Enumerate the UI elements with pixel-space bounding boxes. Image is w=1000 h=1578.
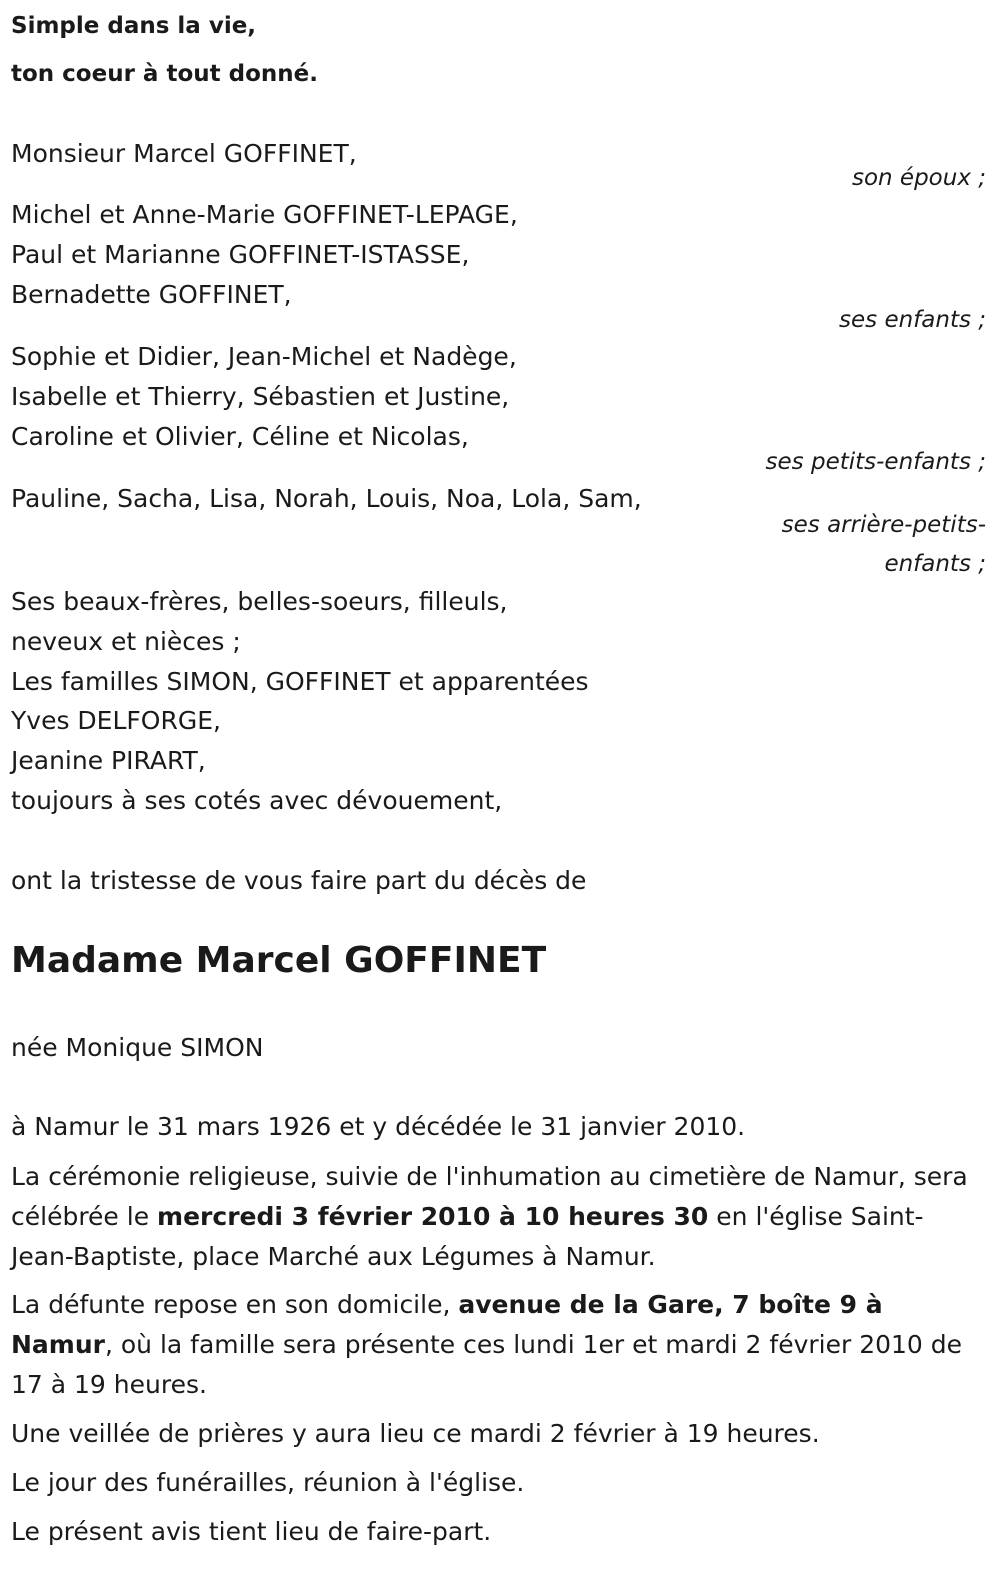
other-relative-line: Yves DELFORGE,	[11, 706, 221, 735]
deceased-name: Madame Marcel GOFFINET	[11, 940, 547, 981]
viewing-address: avenue de la Gare, 7 boîte 9 à Namur	[11, 1290, 883, 1359]
announcement: ont la tristesse de vous faire part du décès de	[11, 866, 587, 895]
grandchildren-role: ses petits-enfants ;	[765, 449, 986, 475]
viewing-text-before: La défunte repose en son domicile,	[11, 1290, 459, 1319]
child-line: Michel et Anne-Marie GOFFINET-LEPAGE,	[11, 200, 518, 229]
grandchild-line: Caroline et Olivier, Céline et Nicolas,	[11, 422, 469, 451]
epigraph-line-1: Simple dans la vie,	[11, 13, 257, 39]
notice-line: Le présent avis tient lieu de faire-part.	[11, 1517, 492, 1546]
other-relative-line: Les familles SIMON, GOFFINET et apparentées	[11, 667, 589, 696]
grandchild-line: Isabelle et Thierry, Sébastien et Justine,	[11, 382, 510, 411]
viewing-text-after: , où la famille sera présente ces lundi 1er et mardi 2 février 2010 de 17 à 19 heures.	[11, 1330, 963, 1399]
great-grandchildren-role-1: ses arrière-petits-	[781, 512, 986, 538]
children-role: ses enfants ;	[839, 307, 986, 333]
great-grandchildren-line: Pauline, Sacha, Lisa, Norah, Louis, Noa, Lola, Sam,	[11, 484, 642, 513]
other-relative-line: Jeanine PIRART,	[11, 746, 206, 775]
life-dates: à Namur le 31 mars 1926 et y décédée le 31 janvier 2010.	[11, 1112, 746, 1141]
ceremony-text-before: La cérémonie religieuse, suivie de l'inhumation au cimetière de Namur, sera célébrée le	[11, 1162, 968, 1231]
great-grandchildren-role-2: enfants ;	[884, 551, 986, 577]
vigil-line: Une veillée de prières y aura lieu ce mardi 2 février à 19 heures.	[11, 1419, 820, 1448]
birth-name: née Monique SIMON	[11, 1033, 264, 1062]
grandchild-line: Sophie et Didier, Jean-Michel et Nadège,	[11, 342, 517, 371]
other-relative-line: Ses beaux-frères, belles-soeurs, filleuls,	[11, 587, 508, 616]
ceremony-text-after: en l'église Saint-Jean-Baptiste, place Marché aux Légumes à Namur.	[11, 1202, 924, 1271]
ceremony-datetime: mercredi 3 février 2010 à 10 heures 30	[157, 1202, 709, 1231]
viewing-paragraph	[11, 1285, 986, 1405]
spouse-role: son époux ;	[851, 165, 986, 191]
epigraph-line-2: ton coeur à tout donné.	[11, 61, 318, 87]
funeral-day-line: Le jour des funérailles, réunion à l'église.	[11, 1468, 525, 1497]
child-line: Paul et Marianne GOFFINET-ISTASSE,	[11, 240, 470, 269]
other-relative-line: neveux et nièces ;	[11, 627, 241, 656]
other-relative-line: toujours à ses cotés avec dévouement,	[11, 786, 503, 815]
spouse-name: Monsieur Marcel GOFFINET,	[11, 139, 357, 168]
child-line: Bernadette GOFFINET,	[11, 280, 292, 309]
ceremony-paragraph	[11, 1157, 986, 1277]
